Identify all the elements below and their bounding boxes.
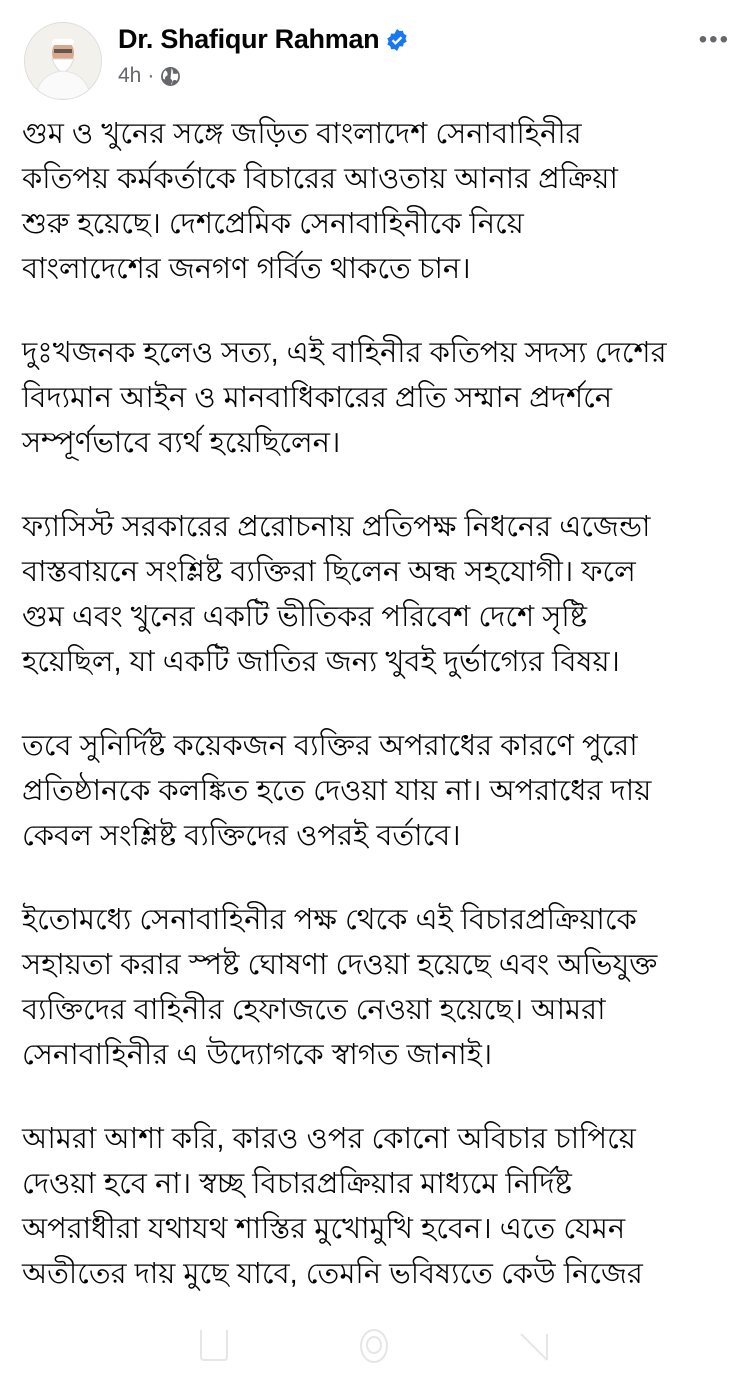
post-text-line: বাস্তবায়নে সংশ্লিষ্ট ব্যক্তিরা ছিলেন অন্ধ সহযোগী। ফলে: [22, 556, 636, 588]
post-text-line: গুম ও খুনের সঙ্গে জড়িত বাংলাদেশ সেনাবাহিনীর: [22, 118, 582, 150]
post-text-line: অতীতের দায় মুছে যাবে, তেমনি ভবিষ্যতে কেউ নিজের: [22, 1258, 643, 1290]
post-paragraph: [22, 505, 742, 685]
post-text-line: শুরু হয়েছে। দেশপ্রেমিক সেনাবাহিনীকে নিয়ে: [22, 208, 524, 240]
post-meta: [118, 64, 181, 88]
post-text-line: অপরাধীরা যথাযথ শাস্তির মুখোমুখি হবেন। এতে যেমন: [22, 1213, 626, 1245]
post-text-line: সম্পূর্ণভাবে ব্যর্থ হয়েছিলেন।: [22, 427, 341, 459]
author-name-row: [118, 24, 409, 55]
post-text-line: ব্যক্তিদের বাহিনীর হেফাজতে নেওয়া হয়েছে। আমরা: [22, 994, 606, 1026]
post-paragraph: [22, 112, 742, 292]
post-text-line: গুম এবং খুনের একটি ভীতিকর পরিবেশ দেশে সৃষ্টি: [22, 601, 588, 633]
post-text-line: বিদ্যমান আইন ও মানবাধিকারের প্রতি সম্মান প্রদর্শনে: [22, 382, 613, 414]
recent-apps-button-icon[interactable]: [198, 1324, 230, 1364]
post-text-line: হয়েছিল, যা একটি জাতির জন্য খুবই দুর্ভাগ্যের বিষয়।: [22, 646, 620, 678]
more-options-button[interactable]: •••: [698, 26, 730, 53]
author-name[interactable]: Dr. Shafiqur Rahman: [118, 24, 380, 54]
post-paragraph: [22, 724, 742, 859]
post-body: [22, 112, 742, 1336]
post-paragraph: [22, 898, 742, 1078]
post-text-line: দেওয়া হবে না। স্বচ্ছ বিচারপ্রক্রিয়ার মাধ্যমে নির্দিষ্ট: [22, 1168, 572, 1200]
post-text-line: বাংলাদেশের জনগণ গর্বিত থাকতে চান।: [22, 253, 471, 285]
author-avatar[interactable]: [24, 22, 102, 100]
post-text-line: আমরা আশা করি, কারও ওপর কোনো অবিচার চাপিয়ে: [22, 1123, 636, 1155]
post-text-line: সহায়তা করার স্পষ্ট ঘোষণা দেওয়া হয়েছে এবং অভিযুক্ত: [22, 949, 658, 981]
avatar-photo-icon: [25, 23, 101, 99]
verified-badge-icon: [385, 28, 409, 52]
post-text-line: দুঃখজনক হলেও সত্য, এই বাহিনীর কতিপয় সদস্য দেশের: [22, 337, 667, 369]
post-text-line: প্রতিষ্ঠানকে কলঙ্কিত হতে দেওয়া যায় না। অপরাধের দায়: [22, 775, 652, 807]
system-navigation-bar: [0, 1300, 750, 1374]
post-text-line: কতিপয় কর্মকর্তাকে বিচারের আওতায় আনার প্রক্রিয়া: [22, 163, 618, 195]
post-text-line: ফ্যাসিস্ট সরকারের প্ররোচনায় প্রতিপক্ষ নিধনের এজেন্ডা: [22, 511, 651, 543]
post-text-line: কেবল সংশ্লিষ্ট ব্যক্তিদের ওপরই বর্তাবে।: [22, 820, 461, 852]
home-button-icon[interactable]: [350, 1324, 398, 1372]
globe-public-icon: [160, 66, 181, 87]
meta-separator: ·: [147, 64, 155, 87]
post-header: [0, 0, 750, 110]
post-time[interactable]: 4h: [118, 64, 142, 87]
post-text-line: সেনাবাহিনীর এ উদ্যোগকে স্বাগত জানাই।: [22, 1039, 493, 1071]
post-paragraph: [22, 1117, 742, 1297]
post-text-line: ইতোমধ্যে সেনাবাহিনীর পক্ষ থেকে এই বিচারপ্রক্রিয়াকে: [22, 904, 637, 936]
post-paragraph: [22, 331, 742, 466]
back-button-icon[interactable]: [515, 1324, 555, 1364]
post-text-line: তবে সুনির্দিষ্ট কয়েকজন ব্যক্তির অপরাধের কারণে পুরো: [22, 730, 638, 762]
